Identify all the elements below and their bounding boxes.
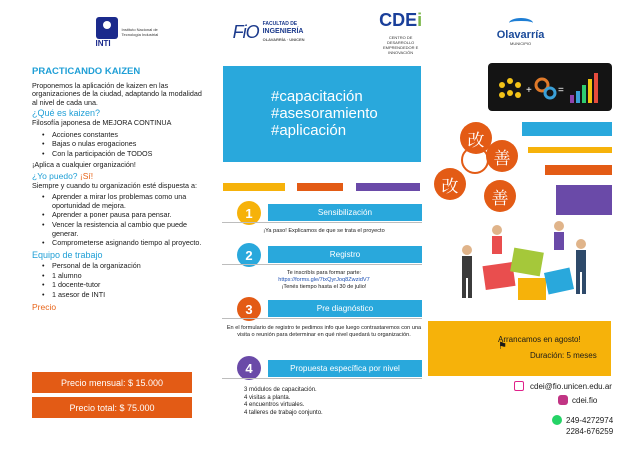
step-2-label: Registro xyxy=(268,246,422,263)
stripe-blue xyxy=(522,122,612,136)
hashtag-box xyxy=(223,66,421,162)
list-item: 4 encuentros virtuales. xyxy=(244,402,305,408)
puzzle-team-illustration xyxy=(458,220,598,312)
divider xyxy=(222,264,422,265)
step-3-label: Pre diagnóstico xyxy=(268,300,422,317)
stripe-purple xyxy=(556,185,612,215)
step-4-number: 4 xyxy=(237,356,261,380)
list-item: • Vencer la resistencia al cambio que puede generar. xyxy=(42,221,204,238)
svg-text:+: + xyxy=(526,85,532,96)
list-item: • Aprender a mirar los problemas como una oportunidad de mejora. xyxy=(42,193,204,210)
intro-text: Proponemos la aplicación de kaizen en las organizaciones de la ciudad, adaptando la modalidad al nivel de cada una. xyxy=(32,80,202,107)
stripe-orange xyxy=(545,165,612,175)
team-list xyxy=(32,262,204,299)
inti-logo: INTI Instituto Nacional de Tecnología Industrial xyxy=(96,17,162,48)
step-4-label: Propuesta específica por nivel xyxy=(268,360,422,377)
start-text: Arrancamos en agosto! xyxy=(498,335,581,344)
step-4-list xyxy=(244,387,323,417)
olavarria-emblem-icon xyxy=(509,18,533,28)
list-item: 4 talleres de trabajo conjunto. xyxy=(244,409,323,416)
list-item: • 1 alumno xyxy=(42,272,204,281)
can-i-question: ¿Yo puedo? ¡Sí! xyxy=(32,170,94,181)
hashtag: #asesoramiento xyxy=(271,105,378,122)
list-item: • 1 asesor de INTI xyxy=(42,291,204,300)
apply-text: ¡Aplica a cualquier organización! xyxy=(32,160,136,170)
definition-list xyxy=(32,131,204,159)
instagram-icon xyxy=(558,395,568,405)
growth-chart-icon xyxy=(488,63,612,111)
hashtag: #capacitación xyxy=(271,88,363,105)
stripe-yellow xyxy=(528,147,612,153)
step-2-content: Te inscribís para formar parte: https://forms.gle/7txQyrJoq8ZwzidV7 ¡Tenés tiempo hasta el 30 de julio! xyxy=(226,270,422,291)
step-2-number: 2 xyxy=(237,243,261,267)
inti-emblem-icon xyxy=(96,17,118,39)
kaizen-kanji: 改 善 改 善 xyxy=(428,122,522,222)
list-item: • Comprometerse asignando tiempo al proyecto. xyxy=(42,239,204,248)
svg-text:=: = xyxy=(558,85,564,96)
list-item: 4 visitas a planta. xyxy=(244,394,291,401)
stripe-purple xyxy=(356,183,420,191)
divider xyxy=(222,318,422,319)
price-title: Precio xyxy=(32,301,57,312)
step-1-label: Sensibilización xyxy=(268,204,422,221)
hashtag: #aplicación xyxy=(271,122,347,139)
list-item: • 1 docente-tutor xyxy=(42,281,204,290)
olavarria-logo: Olavarría MUNICIPIO xyxy=(497,18,545,46)
phone-2: 2284-676259 xyxy=(566,427,614,436)
improvement-illustration xyxy=(488,63,612,111)
can-intro: Siempre y cuando tu organización esté dispuesta a: xyxy=(32,180,198,190)
logo-bar xyxy=(60,10,580,54)
requirements-list xyxy=(32,193,204,248)
puzzle-icon xyxy=(458,220,598,312)
left-column xyxy=(32,68,204,312)
divider xyxy=(222,378,422,379)
list-item: • Personal de la organización xyxy=(42,262,204,271)
duration-text: Duración: 5 meses xyxy=(530,351,597,360)
cdei-logo: CDEi CENTRO DE DESARROLLO EMPRENDEDOR E INNOVACIÓN xyxy=(379,9,423,55)
kaizen-definition: Filosofía japonesa de MEJORA CONTINUA xyxy=(32,117,172,127)
list-item: • Bajas o nulas erogaciones xyxy=(42,140,204,149)
divider xyxy=(222,222,422,223)
step-1-number: 1 xyxy=(237,201,261,225)
instagram-handle[interactable]: cdei.fio xyxy=(572,396,598,405)
step-1-text: ¡Ya paso! Explicamos de que se trata el proyecto xyxy=(263,228,385,234)
email-icon xyxy=(514,381,524,391)
registration-link[interactable]: https://forms.gle/7txQyrJoq8ZwzidV7 xyxy=(278,277,370,283)
email-link[interactable]: cdei@fio.unicen.edu.ar xyxy=(530,382,612,391)
kaizen-question: ¿Qué es kaizen? xyxy=(32,108,101,119)
whatsapp-icon xyxy=(552,415,562,425)
price-monthly: Precio mensual: $ 15.000 xyxy=(32,372,192,393)
checkered-flag-icon: ⚑ xyxy=(498,341,507,352)
list-item: • Aprender a poner pausa para pensar. xyxy=(42,211,204,220)
price-total: Precio total: $ 75.000 xyxy=(32,397,192,418)
step-3-text: En el formulario de registro te pedimos info que luego contrastaremos con una visita o reunión para determinar en qué nivel quedará tu organización. xyxy=(226,325,422,338)
list-item: • Con la participación de TODOS xyxy=(42,150,204,159)
team-title: Equipo de trabajo xyxy=(32,249,103,260)
stripe-orange xyxy=(297,183,343,191)
step-3-number: 3 xyxy=(237,297,261,321)
list-item: • Acciones constantes xyxy=(42,131,204,140)
schedule-box xyxy=(428,321,611,376)
fio-logo: FiO FACULTAD DE INGENIERÍA OLAVARRÍA · UNICEN xyxy=(232,21,305,42)
phone-1: 249-4272974 xyxy=(566,416,614,425)
stripe-yellow xyxy=(223,183,285,191)
section-title: PRACTICANDO KAIZEN xyxy=(32,66,141,77)
list-item: 3 módulos de capacitación. xyxy=(244,387,317,393)
